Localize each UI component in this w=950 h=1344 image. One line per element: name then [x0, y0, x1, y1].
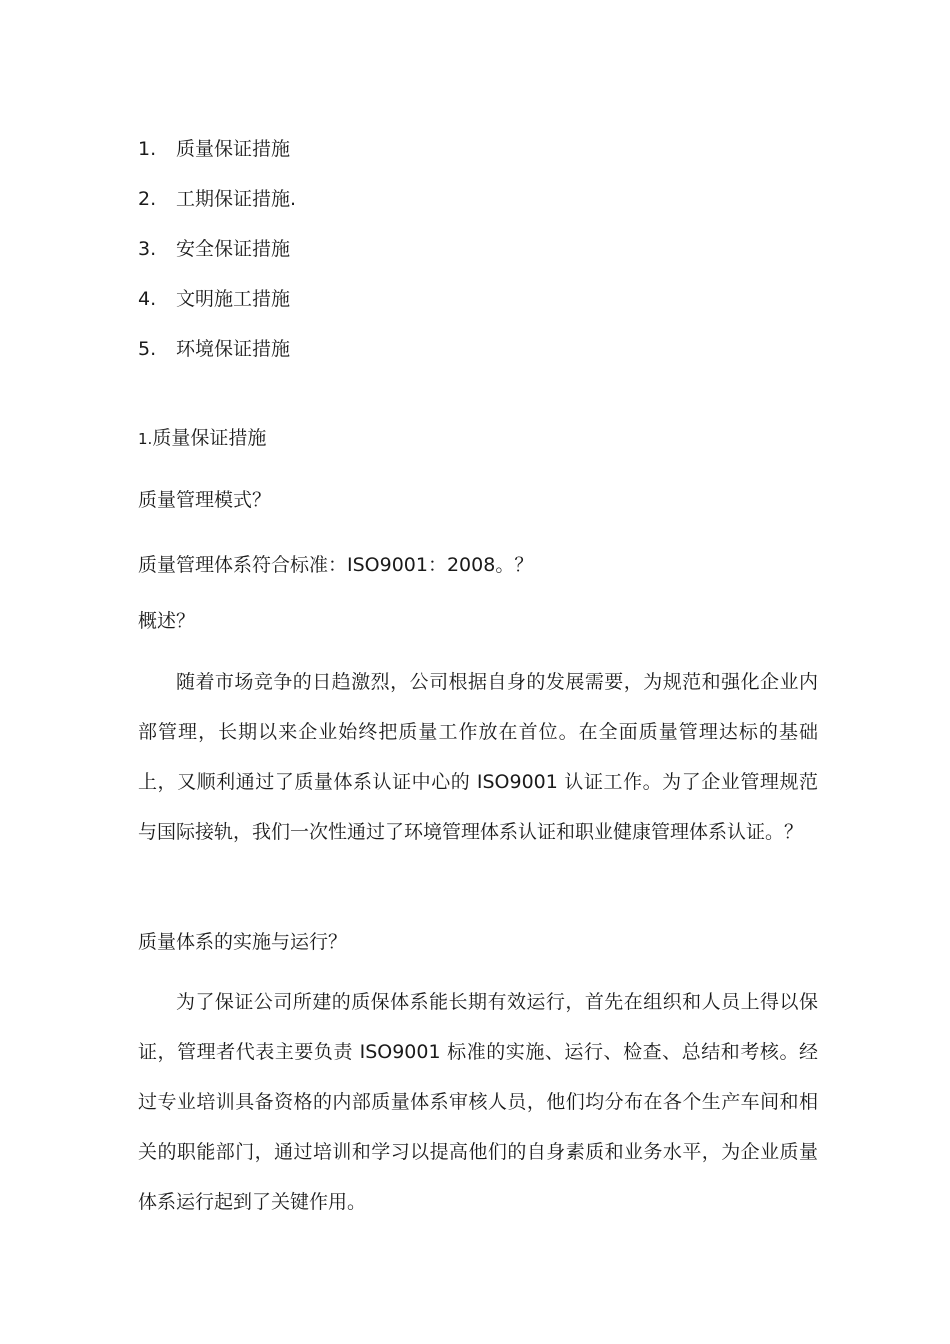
implementation-heading: 质量体系的实施与运行？ [138, 931, 348, 953]
overview-heading: 概述？ [138, 610, 196, 632]
toc-item-label: 环境保证措施 [176, 338, 291, 360]
toc-item-4 [138, 274, 296, 324]
toc-item-1 [138, 124, 296, 174]
section-heading [138, 424, 818, 453]
toc-item-number: 4. [138, 288, 157, 310]
quality-mode-heading: 质量管理模式？ [138, 489, 272, 511]
toc-item-number: 3. [138, 238, 157, 260]
toc-item-label: 质量保证措施 [176, 138, 291, 160]
toc-item-label: 工期保证措施. [176, 188, 297, 210]
implementation-paragraph: 为了保证公司所建的质保体系能长期有效运行，首先在组织和人员上得以保证，管理者代表主要负责 ISO9001 标准的实施、运行、检查、总结和考核。经过专业培训具备资格的内部质量体系审核人员，他们均分布在各个生产车间和相关的职能部门，通过培训和学习以提高他们的自身素质和业务水平，为企业质量体系运行起到了关键作用。 [138, 991, 818, 1213]
overview-paragraph: 随着市场竞争的日趋激烈，公司根据自身的发展需要，为规范和强化企业内部管理，长期以来企业始终把质量工作放在首位。在全面质量管理达标的基础上，又顺利通过了质量体系认证中心的 ISO9001 认证工作。为了企业管理规范与国际接轨，我们一次性通过了环境管理体系认证和职业健康管理体系认证。？ [138, 671, 818, 843]
toc-item-5 [138, 324, 296, 374]
section-heading-number: 1. [138, 430, 153, 448]
toc-item-2 [138, 174, 296, 224]
toc-item-number: 1. [138, 138, 157, 160]
toc-item-3 [138, 224, 296, 274]
section-heading-title: 质量保证措施 [152, 427, 267, 449]
toc-item-number: 5. [138, 338, 157, 360]
toc-item-label: 安全保证措施 [176, 238, 291, 260]
table-of-contents [138, 124, 296, 374]
toc-item-number: 2. [138, 188, 157, 210]
standard-line: 质量管理体系符合标准：ISO9001：2008。？ [138, 554, 534, 576]
toc-item-label: 文明施工措施 [176, 288, 291, 310]
